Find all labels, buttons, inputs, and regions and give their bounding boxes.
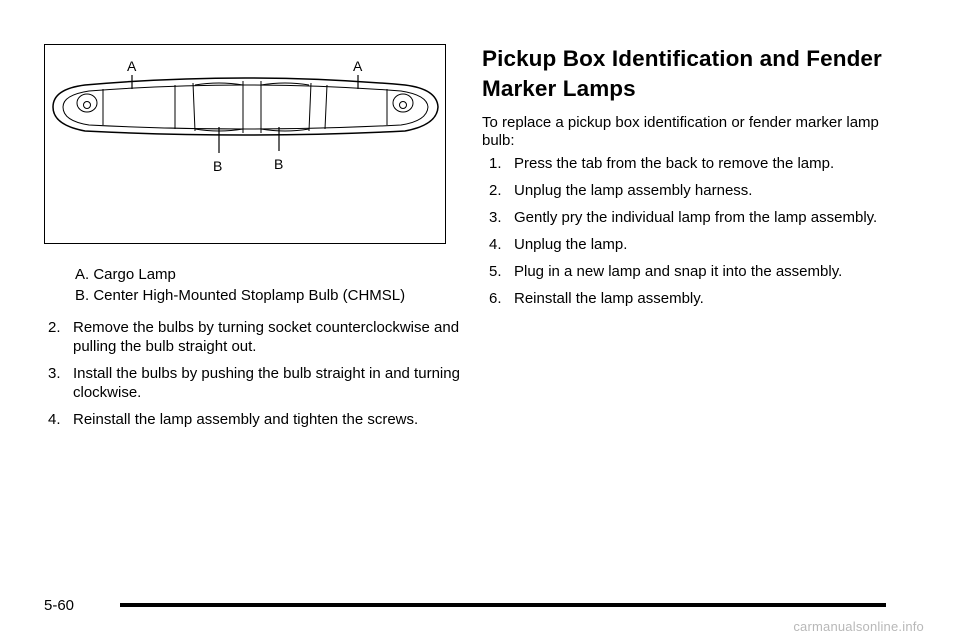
list-item (48, 364, 460, 402)
callout-a-left: A (127, 58, 137, 74)
callout-b-right: B (274, 156, 284, 172)
list-item (48, 318, 460, 356)
lens-dividers (103, 81, 387, 133)
page-number: 5-60 (44, 597, 75, 614)
step-number: 2. (489, 182, 502, 199)
step-number: 4. (48, 411, 61, 428)
step-text: Unplug the lamp. (514, 236, 628, 253)
list-item (489, 235, 889, 254)
lamp-diagram-figure (44, 44, 446, 244)
left-end-pod (77, 94, 97, 112)
step-text: Gently pry the individual lamp from the lamp assembly. (514, 209, 878, 226)
right-end-pod (393, 94, 413, 112)
step-number: 5. (489, 263, 502, 280)
left-bulb-socket (84, 102, 91, 109)
step-text: Unplug the lamp assembly harness. (514, 182, 753, 199)
callout-a-right: A (353, 58, 363, 74)
caption-item-a: A. Cargo Lamp (75, 266, 176, 283)
caption-item-b: B. Center High-Mounted Stoplamp Bulb (CHMSL) (75, 287, 406, 304)
left-steps-list (48, 318, 460, 437)
callout-b-left: B (213, 158, 223, 174)
housing-inner-outline (63, 85, 428, 129)
step-number: 4. (489, 236, 502, 253)
list-item (489, 154, 889, 173)
watermark: carmanualsonline.info (793, 619, 924, 634)
list-item (489, 262, 889, 281)
step-text: Plug in a new lamp and snap it into the assembly. (514, 263, 843, 280)
step-text: Press the tab from the back to remove the lamp. (514, 155, 835, 172)
list-item (48, 410, 460, 429)
list-item (489, 181, 889, 200)
step-number: 3. (48, 365, 61, 382)
footer-divider (120, 603, 886, 607)
step-number: 2. (48, 319, 61, 336)
list-item (489, 208, 889, 227)
step-number: 1. (489, 155, 502, 172)
step-text: Remove the bulbs by turning socket counterclockwise and pulling the bulb straight out. (73, 319, 460, 355)
step-text: Install the bulbs by pushing the bulb straight in and turning clockwise. (73, 365, 460, 401)
list-item (489, 289, 889, 308)
section-intro: To replace a pickup box identification or fender marker lamp bulb: (482, 114, 879, 149)
step-text: Reinstall the lamp assembly. (514, 290, 704, 307)
lens-contours (195, 83, 309, 131)
right-steps-list (489, 154, 889, 316)
right-bulb-socket (400, 102, 407, 109)
step-number: 6. (489, 290, 502, 307)
lamp-assembly-illustration (45, 45, 447, 245)
figure-caption (75, 264, 405, 306)
section-heading: Pickup Box Identification and Fender Marker Lamps (482, 46, 882, 101)
step-number: 3. (489, 209, 502, 226)
step-text: Reinstall the lamp assembly and tighten the screws. (73, 411, 419, 428)
